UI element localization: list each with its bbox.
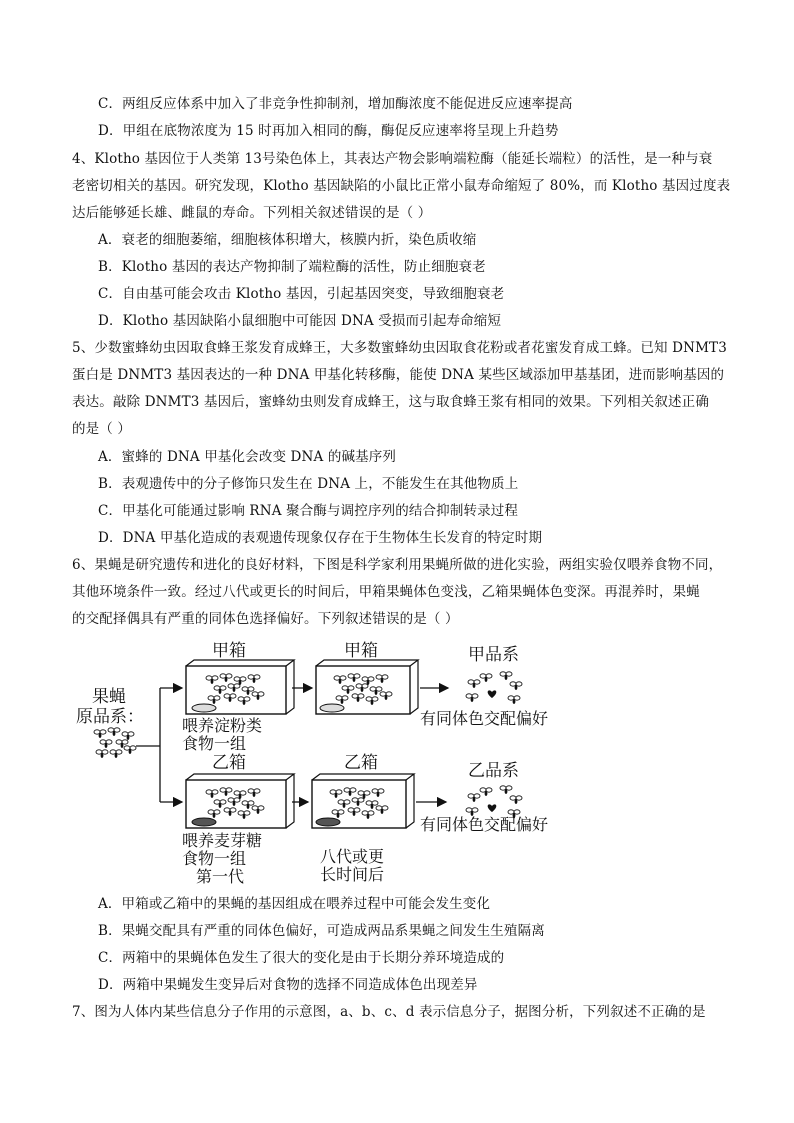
jia-strain-flies-icon — [466, 672, 522, 704]
yi-box-2 — [312, 774, 414, 828]
yi-food-label-3: 第一代 — [196, 867, 245, 886]
yi-strain-label: 乙品系 — [468, 761, 519, 781]
q4-option-a: A．衰老的细胞萎缩，细胞核体积增大，核膜内折，染色质收缩 — [98, 232, 477, 248]
yi-food-label-1: 喂养麦芽糖 — [182, 831, 263, 850]
q5-stem-line-4: 的是（ ） — [72, 421, 132, 437]
jia-box-1 — [186, 660, 294, 714]
q5-option-a: A．蜜蜂的 DNA 甲基化会改变 DNA 的碱基序列 — [98, 449, 397, 465]
yi-strain-flies-icon — [466, 786, 522, 818]
q4-option-b: B．Klotho 基因的表达产物抑制了端粒酶的活性，防止细胞衰老 — [98, 259, 486, 275]
jia-strain-label: 甲品系 — [468, 645, 519, 665]
origin-label-2: 原品系： — [76, 707, 144, 727]
branch-connector — [136, 688, 182, 802]
jia-pref-label: 有同体色交配偏好 — [420, 709, 549, 728]
q4-stem-line-1: 4、Klotho 基因位于人类第 13号染色体上，其表达产物会影响端粒酶（能延长端粒）的活性，是一种与衰 — [72, 151, 713, 167]
q5-option-b: B．表观遗传中的分子修饰只发生在 DNA 上，不能发生在其他物质上 — [98, 476, 519, 492]
yi-time-label-2: 长时间后 — [320, 865, 385, 884]
yi-box-1 — [186, 774, 294, 828]
q6-stem-line-2: 其他环境条件一致。经过八代或更长的时间后，甲箱果蝇体色变浅，乙箱果蝇体色变深。再混养时，果蝇 — [72, 584, 700, 600]
yi-time-label-1: 八代或更 — [320, 847, 385, 866]
q3-option-d: D．甲组在底物浓度为 15 时再加入相同的酶，酶促反应速率将呈现上升趋势 — [98, 123, 559, 139]
q6-option-d: D．两箱中果蝇发生变异后对食物的选择不同造成体色出现差异 — [98, 977, 478, 993]
origin-label-1: 果蝇 — [92, 687, 126, 707]
heart-icon — [488, 804, 497, 812]
origin-flies-icon — [94, 728, 136, 758]
q6-stem-line-1: 6、果蝇是研究遗传和进化的良好材料，下图是科学家利用果蝇所做的进化实验，两组实验仅喂养食物不同， — [72, 557, 723, 573]
jia-food-label-2: 食物一组 — [182, 734, 247, 753]
q4-stem-line-3: 达后能够延长雄、雌鼠的寿命。下列相关叙述错误的是（ ） — [72, 205, 432, 221]
q5-stem-line-3: 表达。敲除 DNMT3 基因后，蜜蜂幼虫则发育成蜂王，这与取食蜂王浆有相同的效果。下列相关叙述正确 — [72, 394, 709, 410]
q5-option-d: D．DNA 甲基化造成的表观遗传现象仅存在于生物体生长发育的特定时期 — [98, 530, 543, 546]
q6-option-b: B．果蝇交配具有严重的同体色偏好，可造成两品系果蝇之间发生生殖隔离 — [98, 923, 545, 939]
yi-box-2-label: 乙箱 — [344, 753, 378, 773]
fruit-fly-experiment-diagram — [70, 636, 590, 888]
jia-box-2-label: 甲箱 — [344, 641, 378, 661]
yi-box-1-label: 乙箱 — [212, 753, 246, 773]
q5-stem-line-1: 5、少数蜜蜂幼虫因取食蜂王浆发育成蜂王，大多数蜜蜂幼虫因取食花粉或者花蜜发育成工蜂。已知 DNMT3 — [72, 340, 727, 356]
yi-pref-label: 有同体色交配偏好 — [420, 815, 549, 834]
q6-option-a: A．甲箱或乙箱中的果蝇的基因组成在喂养过程中可能会发生变化 — [98, 896, 491, 912]
jia-box-1-label: 甲箱 — [212, 641, 246, 661]
q5-stem-line-2: 蛋白是 DNMT3 基因表达的一种 DNA 甲基化转移酶，能使 DNA 某些区域添加甲基基团，进而影响基因的 — [72, 367, 725, 383]
yi-food-label-2: 食物一组 — [182, 849, 247, 868]
q3-option-c: C．两组反应体系中加入了非竞争性抑制剂，增加酶浓度不能促进反应速率提高 — [98, 96, 573, 112]
q6-option-c: C．两箱中的果蝇体色发生了很大的变化是由于长期分养环境造成的 — [98, 950, 505, 966]
heart-icon — [488, 690, 497, 698]
q4-stem-line-2: 老密切相关的基因。研究发现，Klotho 基因缺陷的小鼠比正常小鼠寿命缩短了 80%，而 Klotho 基因过度表 — [72, 178, 731, 194]
q7-stem-line-1: 7、图为人体内某些信息分子作用的示意图，a、b、c、d 表示信息分子，据图分析，下列叙述不正确的是 — [72, 1004, 706, 1020]
q6-stem-line-3: 的交配择偶具有严重的同体色选择偏好。下列叙述错误的是（ ） — [72, 611, 459, 627]
jia-food-label-1: 喂养淀粉类 — [182, 716, 263, 735]
q4-option-d: D．Klotho 基因缺陷小鼠细胞中可能因 DNA 受损而引起寿命缩短 — [98, 313, 502, 329]
q5-option-c: C．甲基化可能通过影响 RNA 聚合酶与调控序列的结合抑制转录过程 — [98, 503, 519, 519]
q4-option-c: C．自由基可能会攻击 Klotho 基因，引起基因突变，导致细胞衰老 — [98, 286, 505, 302]
jia-box-2 — [316, 660, 418, 714]
